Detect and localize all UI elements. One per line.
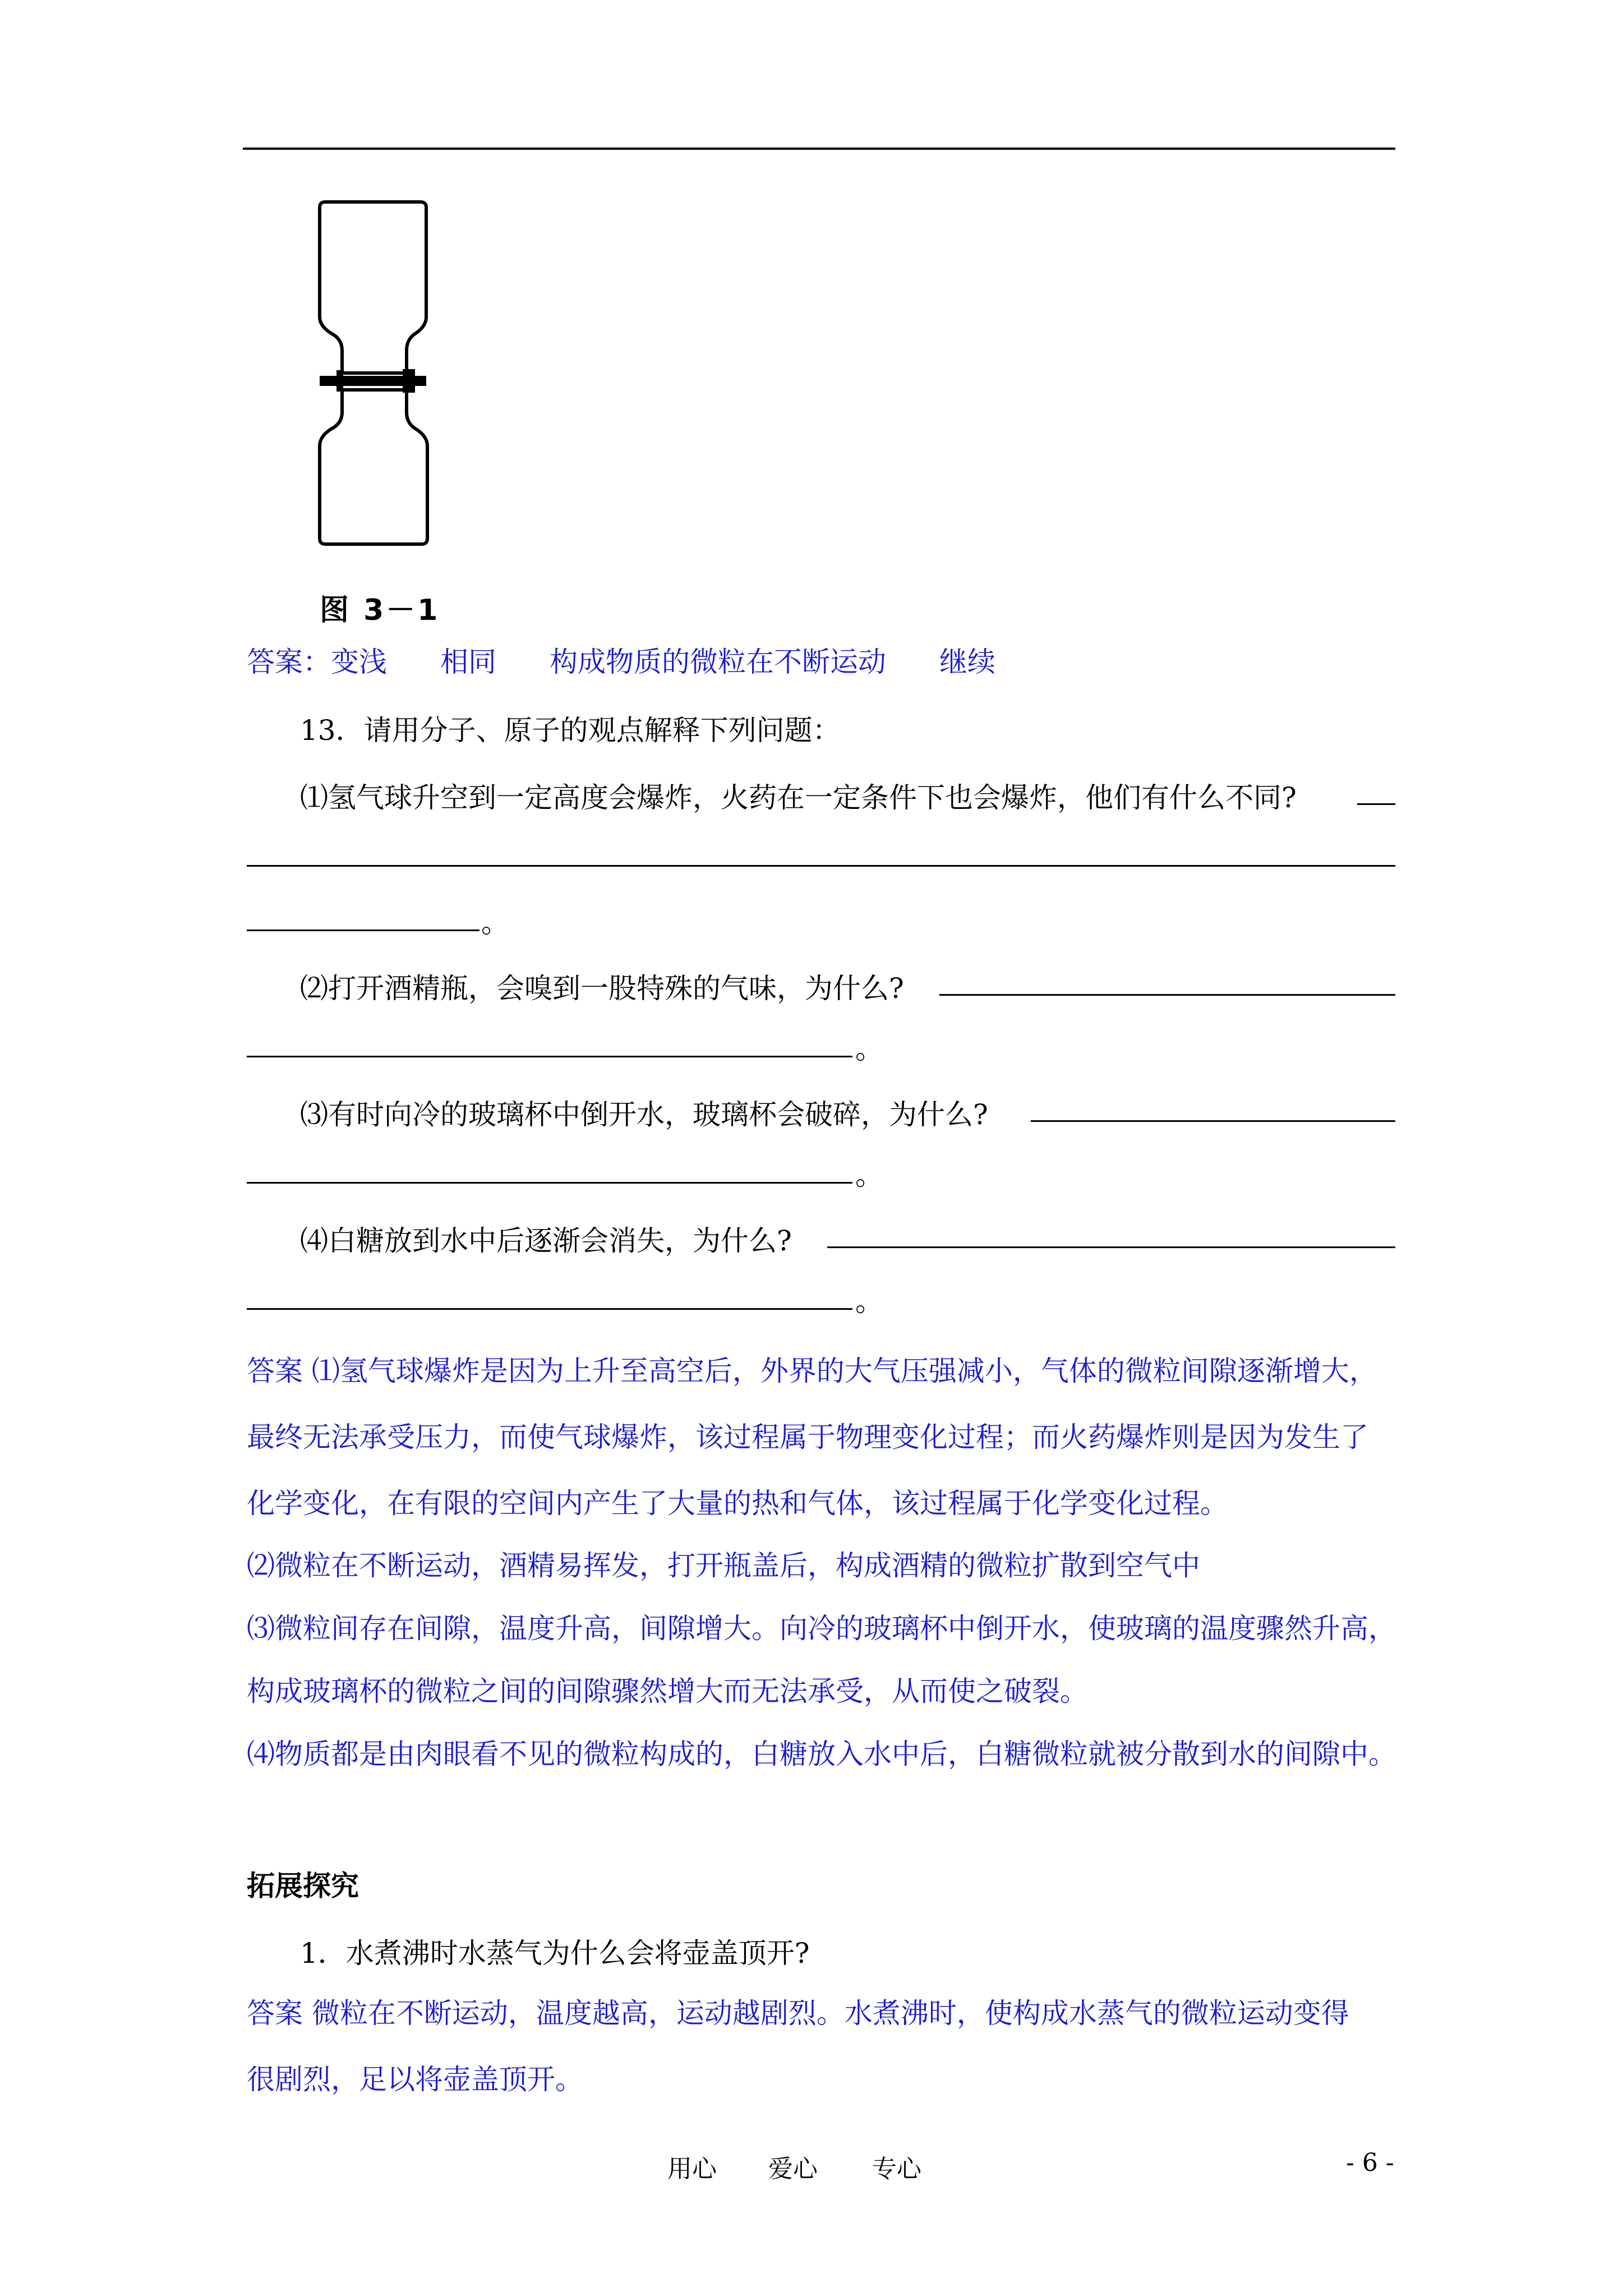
answer-line: ⑵微粒在不断运动，酒精易挥发，打开瓶盖后，构成酒精的微粒扩散到空气中 [247,1549,1200,1582]
answer-blank[interactable] [827,1246,1395,1248]
answer-blank[interactable] [1357,803,1395,805]
answer-line: 最终无法承受压力，而使气球爆炸，该过程属于物理变化过程；而火药爆炸则是因为发生了 [247,1421,1368,1453]
answer-label: 答案： [247,646,331,678]
answer-item: 相同 [440,646,496,678]
question-13-stem: 13．请用分子、原子的观点解释下列问题： [300,714,841,747]
answer-13 [247,1338,1396,1536]
figure-caption: 图 3－1 [320,593,440,627]
bottle-diagram [297,196,449,561]
question-13-sub1: ⑴氢气球升空到一定高度会爆炸，火药在一定条件下也会爆炸，他们有什么不同? [300,781,1297,814]
answer-blank[interactable] [247,1182,852,1184]
answer-item: 构成物质的微粒在不断运动 [550,646,886,678]
end-mark: 。 [855,1033,883,1065]
answer-line: 构成玻璃杯的微粒之间的间隙骤然增大而无法承受，从而使之破裂。 [247,1675,1088,1708]
answer-blank[interactable] [1031,1120,1395,1122]
header-rule [243,148,1395,150]
answer-line: 很剧烈，足以将壶盖顶开。 [247,2063,583,2096]
answer-item: 继续 [939,646,995,678]
answer-item: 变浅 [331,646,387,678]
end-mark: 。 [855,1285,883,1318]
question-13-sub2: ⑵打开酒精瓶，会嗅到一股特殊的气味，为什么? [300,972,904,1005]
answer-blank[interactable] [939,994,1395,996]
footer-motto: 爱心 [768,2155,818,2183]
answer-blank[interactable] [247,1056,852,1057]
answer-13-parts [247,1534,1396,1786]
answer-line: ⑷物质都是由肉眼看不见的微粒构成的，白糖放入水中后，白糖微粒就被分散到水的间隙中。 [247,1738,1396,1770]
answer-line: 答案 微粒在不断运动，温度越高，运动越剧烈。水煮沸时，使构成水蒸气的微粒运动变得 [247,1997,1349,2030]
end-mark: 。 [855,1159,883,1191]
answer-line: 答案 ⑴氢气球爆炸是因为上升至高空后，外界的大气压强减小，气体的微粒间隙逐渐增大， [247,1355,1377,1387]
page-number: - 6 - [1346,2148,1394,2177]
answer-line: 化学变化，在有限的空间内产生了大量的热和气体，该过程属于化学变化过程。 [247,1487,1228,1520]
extension-answer-1 [247,1980,1396,2113]
answer-blank[interactable] [247,930,479,931]
answer-12 [247,639,995,680]
question-13-sub3: ⑶有时向冷的玻璃杯中倒开水，玻璃杯会破碎，为什么? [300,1098,988,1131]
footer-motto: 专心 [872,2155,921,2183]
answer-blank[interactable] [247,1308,852,1310]
end-mark: 。 [481,907,509,939]
extension-question-1: 1．水煮沸时水蒸气为什么会将壶盖顶开? [300,1937,810,1970]
answer-line: ⑶微粒间存在间隙，温度升高，间隙增大。向冷的玻璃杯中倒开水，使玻璃的温度骤然升高， [247,1612,1396,1645]
question-13-sub4: ⑷白糖放到水中后逐渐会消失，为什么? [300,1225,792,1257]
answer-blank[interactable] [247,865,1395,867]
section-title: 拓展探究 [247,1870,359,1902]
footer-motto: 用心 [667,2155,717,2183]
